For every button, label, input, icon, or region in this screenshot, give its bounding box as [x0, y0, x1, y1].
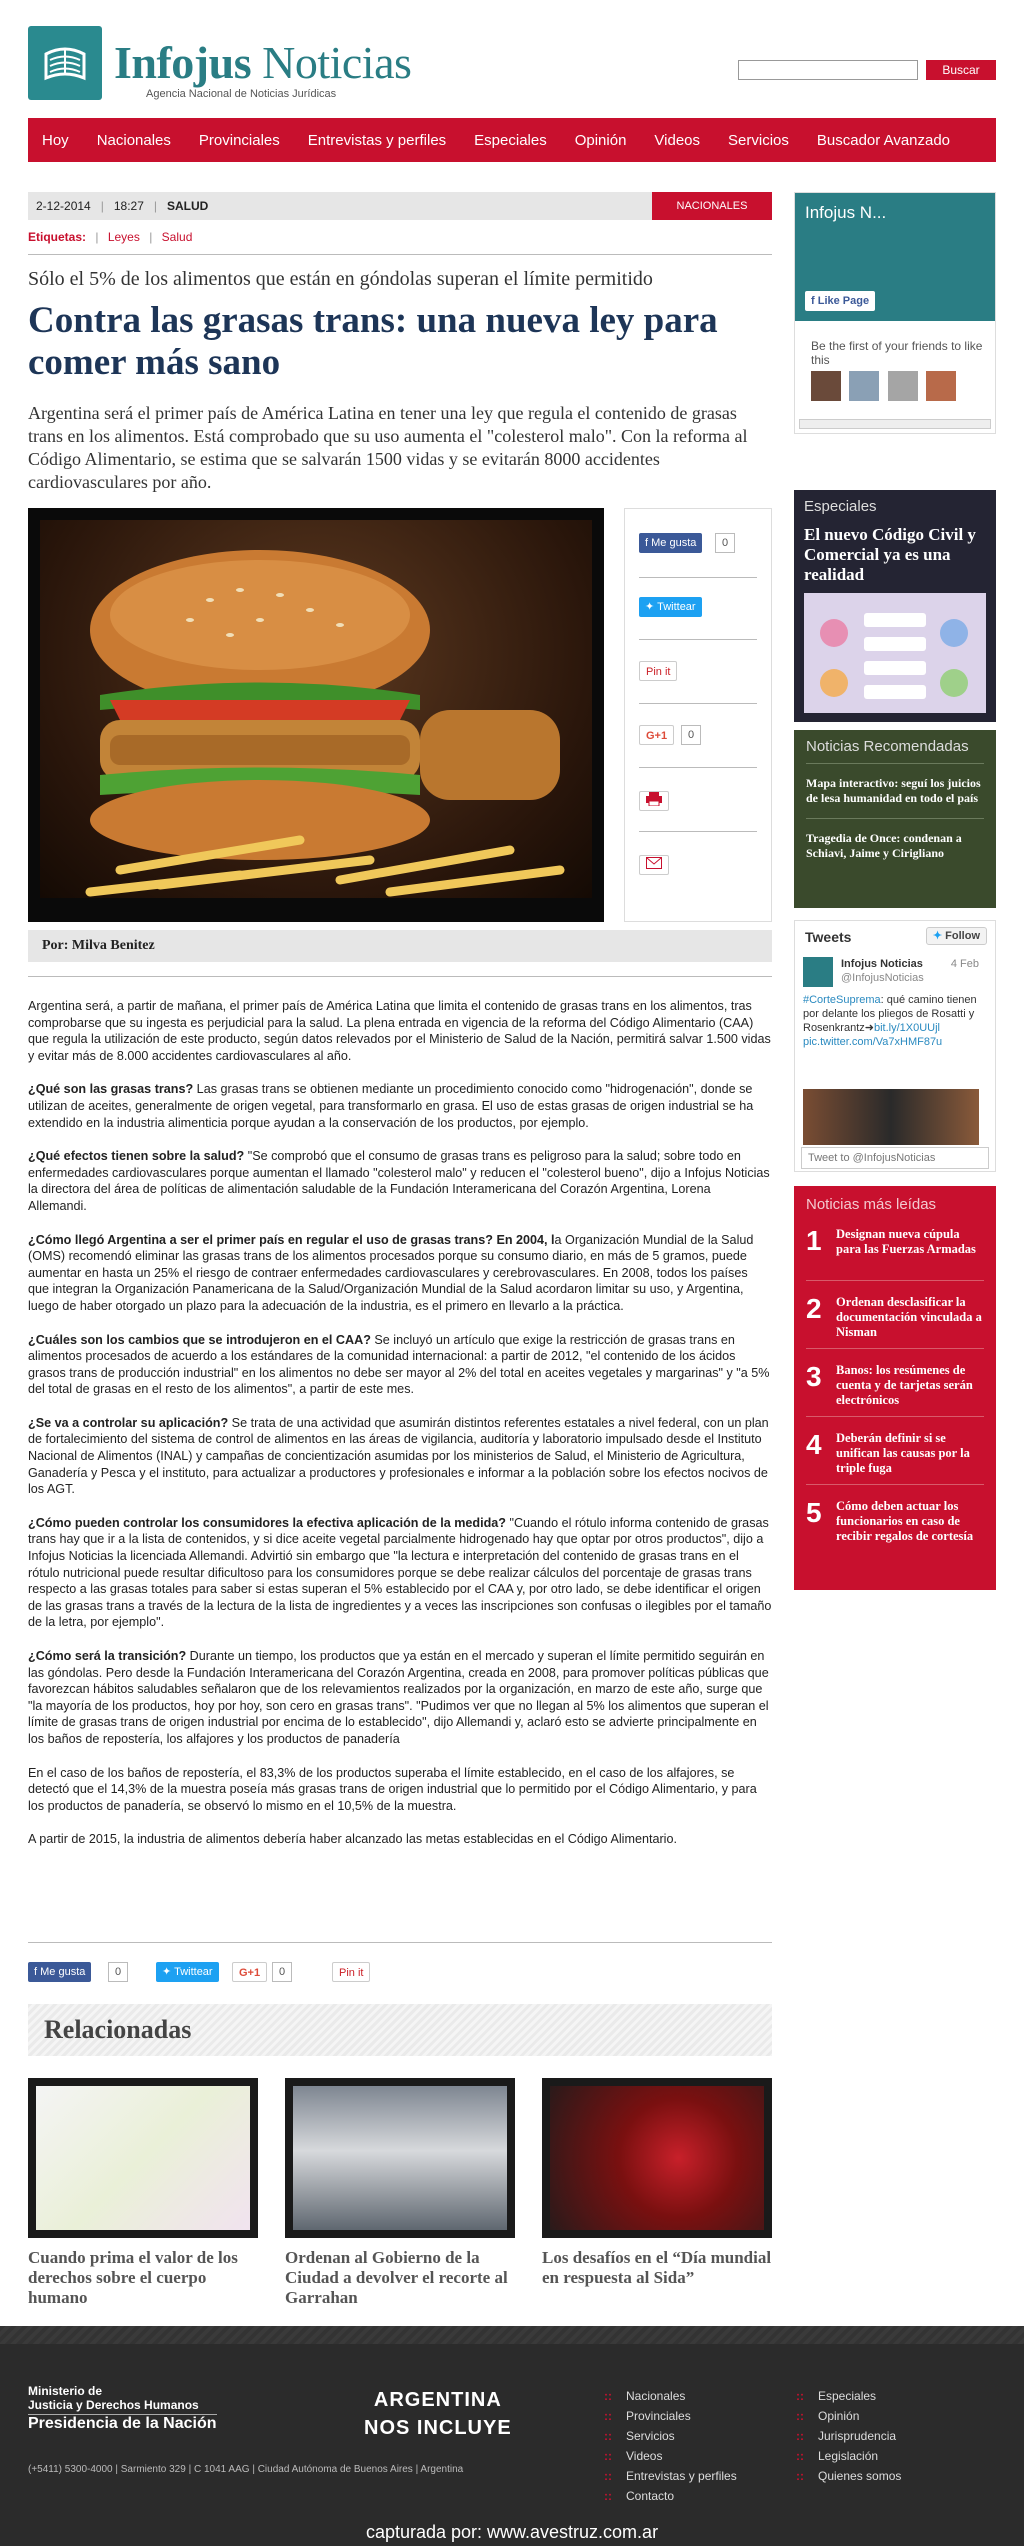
article-paragraph: ¿Cómo será la transición? Durante un tiempo, los productos que ya están en el mercado y superan el límite permitido seguirán en las góndolas. Pero desde la Fundación Interamericana del Corazón Argentina, creada en 2008, para promover políticas públicas que favorezcan hábitos saludables señalaron que de los relevamientos realizados por la organización, en marzo de este año, surge que "la mayoría de los productos, hoy por hoy, son cero en grasas trans". "Pudimos ver que no llegan al 5% los alimentos que superan el límite de grasas trans de origen industrial por encima de lo establecido", dijo Allemandi y, aclaró esto se advierte principalmente en los baños de repostería, los alfajores y los productos de panadería — [28, 1649, 769, 1746]
category-button[interactable]: NACIONALES — [652, 192, 772, 220]
article-paragraph: ¿Se va a controlar su aplicación? Se trata de una actividad que asumirán distintos referentes estatales a nivel federal, con un plan de fortalecimiento del sistema de control de alimentos en las áreas de vigilancia, auditoría y laboratorio impulsado desde el Instituto Nacional de Alimentos (INAL) y campañas de concientización asumidas por los ministerios de Salud, el Ministerio de Agricultura, Ganadería y Pesca y el instituto, para actualizar a productores y profesionales e informar a la población sobre los efectos nocivos de los AGT. — [28, 1415, 769, 1497]
article-date: 2-12-2014 — [36, 199, 91, 213]
horizontal-scrollbar[interactable] — [799, 419, 991, 429]
footer-links-col1 — [604, 2386, 737, 2506]
footer-link[interactable]: :: Quienes somos — [796, 2466, 901, 2486]
tweets-heading: Tweets — [805, 929, 852, 945]
list-item[interactable]: 2 Ordenan desclasificar la documentación vinculada a Nisman — [806, 1293, 984, 1349]
article-paragraph: ¿Qué efectos tienen sobre la salud? "Se comprobó que el consumo de grasas trans es peligroso para la salud; sobre todo en enfermedades cardiovasculares porque aumentan el llamado "colesterol malo" y reducen el "colesterol bueno", dijo a Infojus Noticias la directora del área de políticas de alimentación saludable de la Fundación Interamericana del Corazón Argentina, Lorena Allemandi. — [28, 1149, 770, 1213]
related-heading: Relacionadas — [28, 2004, 772, 2056]
tweet-author[interactable]: Infojus Noticias — [841, 958, 923, 970]
nav-item-hoy[interactable]: Hoy — [42, 131, 69, 149]
article-paragraph: En el caso de los baños de repostería, el 83,3% de los productos superaba el límite establecido, en el caso de los alfajores, se detectó que el 14,3% de la muestra poseía más grasas trans de origen industrial que lo permitido por el Código Alimentario, y para los productos de panadería, se observó lo mismo en el 10,5% de la muestra. — [28, 1765, 757, 1813]
tweet-handle[interactable]: @InfojusNoticias — [841, 972, 924, 984]
tweet-link[interactable]: bit.ly/1X0UUjl pic.twitter.com/Va7xHMF87u — [803, 1022, 943, 1048]
site-footer — [0, 2326, 1024, 2546]
argentina-nos-incluye-logo[interactable]: ARGENTINA NOS INCLUYE — [364, 2389, 512, 2439]
facebook-count-bottom: 0 — [108, 1962, 128, 1982]
footer-link[interactable]: :: Contacto — [604, 2486, 737, 2506]
footer-link[interactable]: :: Provinciales — [604, 2406, 737, 2426]
logo-book-icon[interactable] — [28, 26, 102, 100]
twitter-bird-icon: ✦ — [645, 601, 655, 613]
nav-item-provinciales[interactable]: Provinciales — [198, 131, 280, 149]
tweet-compose-input[interactable]: Tweet to @InfojusNoticias — [801, 1147, 989, 1169]
footer-link[interactable]: :: Nacionales — [604, 2386, 737, 2406]
nav-item-nacionales[interactable]: Nacionales — [96, 131, 171, 149]
ministry-logo[interactable]: Ministerio de Justicia y Derechos Humanos Presidencia de la Nación — [28, 2384, 217, 2432]
recomendada-link[interactable]: Tragedia de Once: condenan a Schiavi, Jaime y Cirigliano — [806, 831, 962, 860]
capture-credit: capturada por: www.avestruz.com.ar — [365, 2522, 659, 2542]
article-subtitle: Sólo el 5% de los alimentos que están en góndolas superan el límite permitido — [28, 268, 653, 290]
twitter-bird-icon: ✦ — [162, 1966, 172, 1978]
fb-page-name[interactable]: Infojus N... — [805, 203, 887, 222]
site-tagline: Agencia Nacional de Noticias Jurídicas — [146, 88, 337, 100]
gplus-button-bottom[interactable]: G+1 — [232, 1962, 267, 1982]
site-logo-text[interactable]: Infojus Noticias — [114, 37, 412, 88]
twitter-bird-icon: ✦ — [932, 930, 943, 942]
nav-item-servicios[interactable]: Servicios — [728, 131, 789, 149]
especiales-title[interactable]: El nuevo Código Civil y Comercial ya es una realidad — [804, 525, 976, 584]
especiales-heading: Especiales — [804, 498, 877, 515]
fb-like-page-button[interactable]: f Like Page — [805, 291, 875, 311]
especiales-widget — [794, 490, 996, 722]
article-meta-bar: 2-12-2014 | 18:27 | SALUD NACIONALES — [28, 192, 772, 220]
recomendada-link[interactable]: Mapa interactivo: seguí los juicios de lesa humanidad en todo el país — [806, 776, 984, 819]
footer-link[interactable]: :: Opinión — [796, 2406, 901, 2426]
footer-link[interactable]: :: Entrevistas y perfiles — [604, 2466, 737, 2486]
list-item[interactable]: 1 Designan nueva cúpula para las Fuerzas Armadas — [806, 1225, 984, 1281]
twitter-tweet-button[interactable]: ✦ Twittear — [639, 597, 702, 617]
mas-leidas-heading: Noticias más leídas — [806, 1196, 937, 1213]
facebook-like-count: 0 — [715, 533, 735, 553]
article-paragraph: A partir de 2015, la industria de alimentos debería haber alcanzado las metas establecidas en el Código Alimentario. — [28, 1832, 677, 1847]
tweet-date[interactable]: 4 Feb — [950, 958, 979, 970]
article-paragraph: Argentina será, a partir de mañana, el primer país de América Latina que limita el contenido de grasas trans en los alimentos, tras comprobarse que su ingesta es perjudicial para la salud. La plena entrada en vigencia de la reforma del Código Alimentario (CAA) que regula la utilización de este producto, según datos relevados por el Ministerio de Salud de la Nación, permitirá salvar 1.500 vidas y evitar más de 8.000 accidentes cardiovasculares al año. — [28, 999, 771, 1063]
article-lead: Argentina será el primer país de América Latina en tener una ley que regula el contenido de grasas trans en los alimentos. Está comprobado que su uso aumenta el "colesterol malo". Con la reforma al Código Alimentario, se estima que se salvarán 1500 vidas y se evitarán 8000 accidentes cardiovasculares por año. — [28, 403, 748, 492]
nav-item-videos[interactable]: Videos — [654, 131, 701, 149]
list-item[interactable]: 5 Cómo deben actuar los funcionarios en caso de recibir regalos de cortesía — [806, 1497, 974, 1543]
tweet — [841, 957, 979, 985]
article-paragraph: ¿Cómo pueden controlar los consumidores la efectiva aplicación de la medida? "Cuando el rótulo informa contenido de grasas trans hay que ir a la lista de contenidos, y si dice aceite vegetal parcialmente hidrogenado hay que optar por otros productos", dijo a Infojus Noticias la licenciada Allemandi. Advirtió sin embargo que "la lectura e interpretación del contenido de grasas trans en el rótulo nutricional puede resultar dificultoso para los consumidores porque se debe realizar cálculos del porcentaje de grasas trans respecto a las grasas totales para saber si estas superan el 5% establecido por el CAA y, por otro lado, se debe identificar el origen de las grasas trans a través de la lectura de la lista de ingredientes y a veces las inscripciones son confusas o ilegibles por el tamaño de la letra, por ejemplo". — [28, 1515, 772, 1630]
list-item[interactable]: 4 Deberán definir si se unifican las causas por la triple fuga — [806, 1429, 984, 1485]
article-byline: Por: Milva Benitez — [28, 930, 772, 962]
footer-link[interactable]: :: Videos — [604, 2446, 737, 2466]
footer-address: (+5411) 5300-4000 | Sarmiento 329 | C 1041 AAG | Ciudad Autónoma de Buenos Aires | Argentina — [28, 2464, 464, 2475]
twitter-follow-button[interactable]: ✦ Follow — [926, 927, 987, 945]
tag-salud[interactable]: Salud — [161, 230, 193, 244]
email-icon[interactable] — [639, 855, 669, 875]
fb-faces — [811, 371, 960, 406]
related-title[interactable]: Cuando prima el valor de los derechos sobre el cuerpo humano — [28, 2248, 238, 2307]
especiales-illustration[interactable] — [804, 593, 986, 713]
burger-image — [40, 520, 592, 898]
list-item[interactable]: 3 Banos: los resúmenes de cuenta y de tarjetas serán electrónicos — [806, 1361, 984, 1417]
divider — [28, 254, 772, 255]
avatar[interactable] — [926, 371, 956, 401]
related-title[interactable]: Los desafíos en el “Día mundial en respuesta al Sida” — [542, 2248, 772, 2287]
search-button[interactable]: Buscar — [926, 60, 996, 80]
recomendadas-heading: Noticias Recomendadas — [806, 738, 984, 764]
article-paragraph: ¿Qué son las grasas trans? Las grasas trans se obtienen mediante un procedimiento conocido como "hidrogenación", donde se utilizan de aceites, generalmente de origen vegetal, para transformarlo en grasa. El uso de estas grasas de origen industrial se ha extendido en la industria alimenticia porque ayudan a la conservación de los productos, por ejemplo. — [28, 1082, 754, 1130]
tags-row: Etiquetas: | Leyes | Salud — [28, 230, 193, 244]
related-thumb-illustration — [36, 2086, 250, 2230]
related-card[interactable] — [28, 2078, 258, 2308]
mas-leidas-widget — [794, 1186, 996, 1590]
footer-links-col2 — [796, 2386, 901, 2486]
avatar[interactable] — [888, 371, 918, 401]
recomendadas-widget — [794, 730, 996, 908]
nav-item-opinion[interactable]: Opinión — [574, 131, 627, 149]
tweet-hashtag[interactable]: #CorteSuprema — [803, 994, 881, 1006]
tweet-text: : qué camino tienen por delante los pliegos de Rosatti y Rosenkrantz➜ — [803, 994, 977, 1034]
article-paragraph: ¿Cuáles son los cambios que se introdujeron en el CAA? Se incluyó un artículo que exige la restricción de grasas trans en alimentos procesados de acuerdo a los estándares de la comunidad internacional: a partir de 2012, "el contenido de los ácidos grasos trans de producción industrial" en los alimentos no debe ser mayor al 2% del total en aceites vegetales y margarinas" y "a 5% del total de grasas en el resto de los alimentos", a partir de este mes. — [28, 1332, 770, 1397]
facebook-like-button-bottom[interactable]: f Me gusta — [28, 1962, 91, 1982]
article-paragraph: ¿Cómo llegó Argentina a ser el primer país en regular el uso de grasas trans? En 2004, la Organización Mundial de la Salud (OMS) recomendó eliminar las grasas trans de los alimentos procesados porque su consumo diario, en más de 5 gramos, puede aumentar en hasta un 25% el riesgo de contraer enfermedades cardiovasculares y cerebrovasculares. En 2008, todos los países que integran la Organización Panamericana de la Salud/Organización Mundial de la Salud acordaron limitar su uso, y Argentina, luego de haber otorgado un plazo para la adecuación de la industria, es el primero en llevarlo a la práctica. — [28, 1232, 754, 1313]
fb-friends-text: Be the first of your friends to like this — [811, 339, 983, 367]
tweet-image[interactable] — [803, 1089, 979, 1145]
tweet-avatar[interactable] — [803, 957, 833, 987]
footer-link[interactable]: :: Legislación — [796, 2446, 901, 2466]
footer-link[interactable]: :: Especiales — [796, 2386, 901, 2406]
facebook-page-widget — [794, 192, 996, 434]
nav-item-entrevistas[interactable]: Entrevistas y perfiles — [307, 131, 447, 149]
share-column — [624, 508, 772, 922]
gplus-button[interactable]: G+1 — [639, 725, 674, 745]
tags-label: Etiquetas: — [28, 230, 87, 244]
related-card[interactable] — [285, 2078, 515, 2308]
related-card[interactable] — [542, 2078, 772, 2288]
tag-leyes[interactable]: Leyes — [107, 230, 140, 244]
related-thumb-building — [293, 2086, 507, 2230]
avatar[interactable] — [849, 371, 879, 401]
article-section: SALUD — [167, 199, 209, 213]
nav-item-especiales[interactable]: Especiales — [474, 131, 547, 149]
twitter-button-bottom[interactable]: ✦ Twittear — [156, 1962, 219, 1982]
related-title[interactable]: Ordenan al Gobierno de la Ciudad a devolver el recorte al Garrahan — [285, 2248, 508, 2307]
footer-link[interactable]: :: Jurisprudencia — [796, 2426, 901, 2446]
bottom-share-row — [28, 1962, 772, 1984]
pinterest-button-bottom[interactable]: Pin it — [332, 1962, 370, 1982]
related-thumb-crowd — [550, 2086, 764, 2230]
footer-link[interactable]: :: Servicios — [604, 2426, 737, 2446]
pinterest-button[interactable]: Pin it — [639, 661, 677, 681]
search-input[interactable] — [738, 60, 918, 80]
article-headline: Contra las grasas trans: una nueva ley para comer más sano — [28, 300, 718, 383]
facebook-like-button[interactable]: f Me gusta — [639, 533, 702, 553]
print-icon[interactable] — [639, 791, 669, 811]
article-photo — [28, 508, 604, 922]
nav-item-buscador[interactable]: Buscador Avanzado — [816, 131, 951, 149]
gplus-count: 0 — [681, 725, 701, 745]
gplus-count-bottom: 0 — [272, 1962, 292, 1982]
avatar[interactable] — [811, 371, 841, 401]
twitter-widget — [794, 920, 996, 1172]
site-header — [28, 22, 996, 102]
article-time: 18:27 — [113, 199, 144, 213]
article-body — [28, 998, 772, 1865]
main-nav — [28, 118, 996, 162]
